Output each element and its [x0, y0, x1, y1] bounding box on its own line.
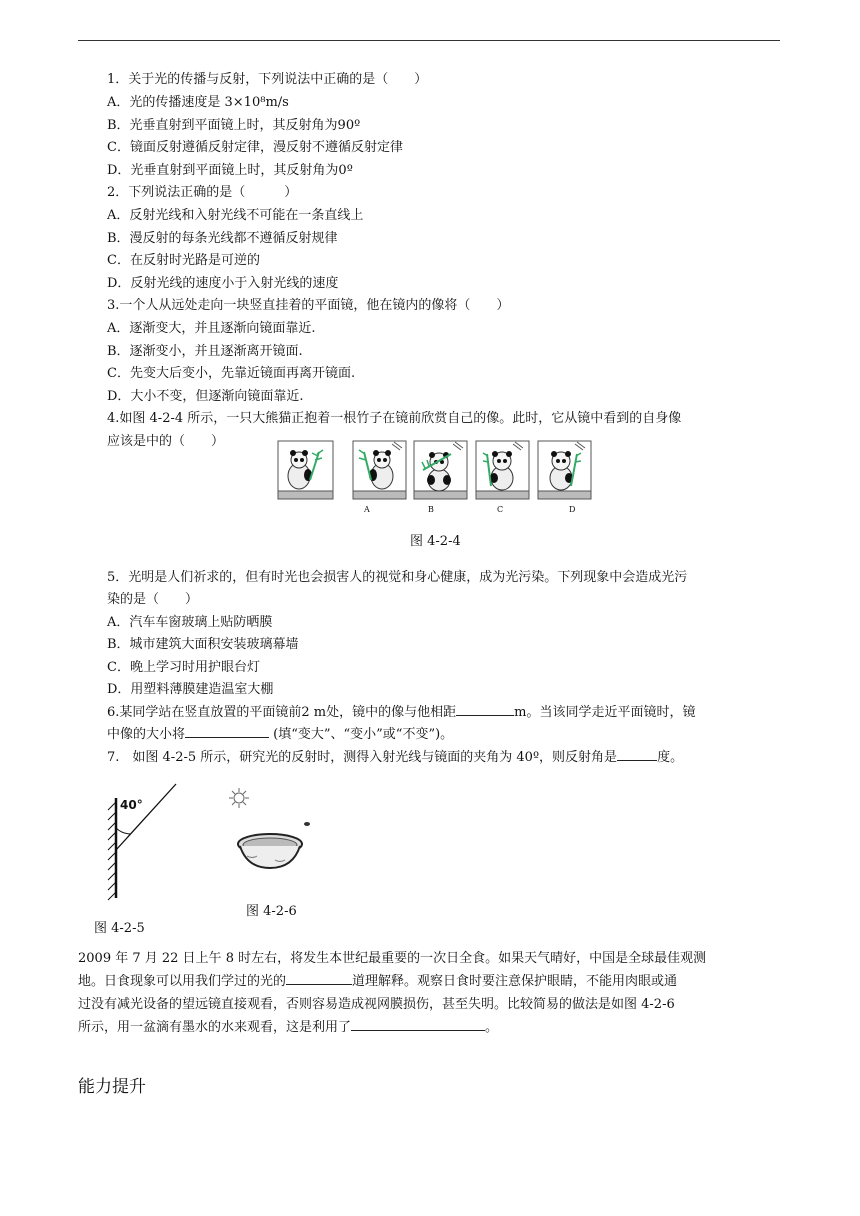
bird-icon [304, 822, 310, 826]
q2-option-c: C．在反射时光路是可逆的 [107, 253, 260, 268]
q8-line2-text-a: 地。日食现象可以用我们学过的光的 [78, 974, 287, 989]
q2-stem: 2．下列说法正确的是（ ） [107, 185, 298, 200]
q3-option-c: C．先变大后变小，先靠近镜面再离开镜面. [107, 366, 356, 381]
basin-icon [238, 834, 302, 868]
panda-option-b-icon [414, 441, 467, 499]
q8-line4-text-b: 。 [485, 1020, 499, 1035]
q7-text-b: 度。 [657, 750, 684, 765]
q8-blank-method[interactable] [351, 1018, 485, 1031]
q8-line4 [78, 1018, 498, 1038]
sun-icon [229, 788, 249, 808]
q8-blank-principle[interactable] [286, 972, 352, 985]
figure-4-2-6 [225, 786, 335, 876]
header-rule [78, 40, 780, 41]
q5-option-c: C．晚上学习时用护眼台灯 [107, 660, 260, 675]
q1-option-c: C．镜面反射遵循反射定律，漫反射不遵循反射定律 [107, 140, 403, 155]
q3-option-a: A．逐渐变大，并且逐渐向镜面靠近. [107, 321, 316, 336]
panda-figure-svg [277, 440, 592, 522]
angle-label: 40° [120, 798, 143, 812]
sun-basin-svg [225, 786, 335, 876]
q6-line2-text-a: 中像的大小将 [107, 727, 186, 742]
panda-option-d-icon [538, 441, 591, 499]
q6-line2-text-b: (填“变大”、“变小”或“不变”)。 [269, 727, 454, 742]
q3-option-d: D．大小不变，但逐渐向镜面靠近. [107, 389, 304, 404]
q7-text-a: 7. 如图 4-2-5 所示，研究光的反射时，测得入射光线与镜面的夹角为 40º，则反射角是 [107, 750, 618, 765]
q8-line4-text-a: 所示，用一盆滴有墨水的水来观看，这是利用了 [78, 1020, 352, 1035]
q2-option-b: B．漫反射的每条光线都不遵循反射规律 [107, 231, 338, 246]
q8-line1: 2009 年 7 月 22 日上午 8 时左右，将发生本世纪最重要的一次日全食。如果天气晴好，中国是全球最佳观测 [78, 951, 707, 966]
q2-option-d: D．反射光线的速度小于入射光线的速度 [107, 276, 339, 291]
panda-option-a-icon [353, 441, 406, 499]
q6-blank-distance[interactable] [456, 703, 514, 716]
figure-4-2-4 [277, 440, 592, 522]
q4-line1: 4.如图 4-2-4 所示，一只大熊猫正抱着一根竹子在镜前欣赏自己的像。此时，它从镜中看到的自身像 [107, 411, 682, 426]
q8-line3: 过没有减光设备的望远镜直接观看，否则容易造成视网膜损伤，甚至失明。比较简易的做法是如图 4-2-6 [78, 997, 675, 1012]
q6-line1 [107, 703, 695, 723]
q1-option-d: D．光垂直射到平面镜上时，其反射角为0º [107, 163, 353, 178]
q4-line2: 应该是中的（ ） [107, 434, 225, 449]
q5-option-b: B．城市建筑大面积安装玻璃幕墙 [107, 637, 299, 652]
panda-option-c-icon [476, 441, 529, 499]
q8-line2 [78, 972, 677, 992]
q2-option-a: A．反射光线和入射光线不可能在一条直线上 [107, 208, 364, 223]
q6-line1-text-a: 6.某同学站在竖直放置的平面镜前2 m处，镜中的像与他相距 [107, 705, 457, 720]
q4-option-label-a: A [364, 505, 370, 514]
q3-stem: 3.一个人从远处走向一块竖直挂着的平面镜，他在镜内的像将（ ） [107, 298, 510, 313]
q1-stem: 1．关于光的传播与反射，下列说法中正确的是（ ） [107, 72, 428, 87]
q5-option-d: D．用塑料薄膜建造温室大棚 [107, 682, 274, 697]
figure-4-2-4-caption: 图 4-2-4 [410, 534, 461, 549]
q4-option-label-d: D [569, 505, 576, 514]
q1-option-a: A．光的传播速度是 3×10⁸m/s [107, 95, 289, 110]
panda-original-icon [278, 441, 333, 499]
q6-line2 [107, 725, 453, 745]
q1-option-b: B．光垂直射到平面镜上时，其反射角为90º [107, 118, 361, 133]
figure-4-2-6-caption: 图 4-2-6 [246, 904, 297, 919]
q4-option-label-c: C [497, 505, 504, 514]
figure-4-2-5-caption: 图 4-2-5 [94, 921, 145, 936]
q3-option-b: B．逐渐变小，并且逐渐离开镜面. [107, 344, 303, 359]
q6-blank-size[interactable] [185, 725, 269, 738]
q5-line1: 5．光明是人们祈求的，但有时光也会损害人的视觉和身心健康，成为光污染。下列现象中会造成光污 [107, 570, 688, 585]
q5-line2: 染的是（ ） [107, 592, 199, 607]
q5-option-a: A．汽车车窗玻璃上贴防晒膜 [107, 615, 273, 630]
q6-line1-text-b: m。当该同学走近平面镜时，镜 [514, 705, 696, 720]
section-heading: 能力提升 [78, 1077, 146, 1097]
q7-blank-angle[interactable] [617, 748, 657, 761]
q7-line [107, 748, 683, 768]
q4-option-label-b: B [428, 505, 434, 514]
q8-line2-text-b: 道理解释。观察日食时要注意保护眼睛，不能用肉眼或通 [352, 974, 678, 989]
